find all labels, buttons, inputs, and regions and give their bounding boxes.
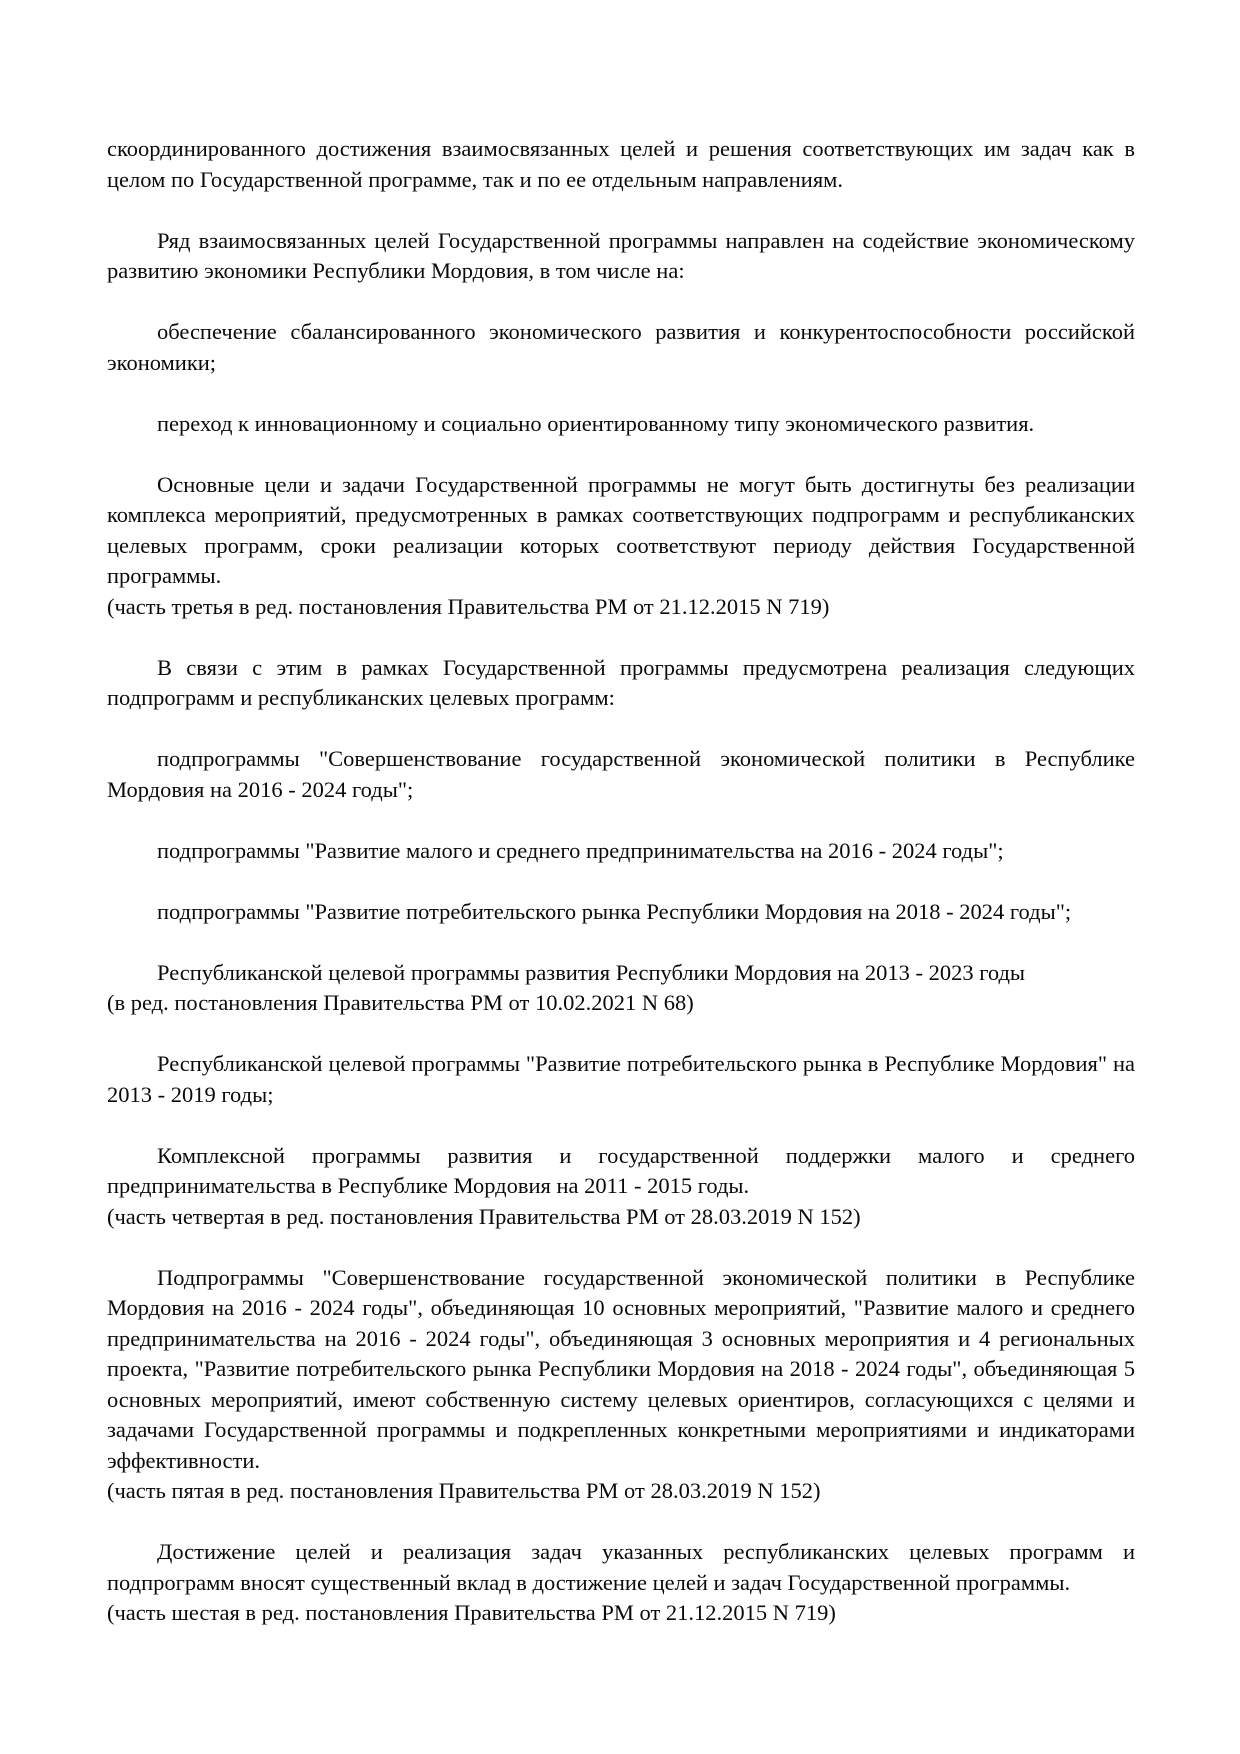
amendment-note-2021-68: (в ред. постановления Правительства РМ от 10.02.2021 N 68)	[107, 990, 694, 1015]
paragraph-implementation-list-intro: В связи с этим в рамках Государственной программы предусмотрена реализация следующих подпрограмм и республиканских целевых программ:	[107, 654, 1135, 710]
list-item-republican-development-program: Республиканской целевой программы развития Республики Мордовия на 2013 - 2023 годы	[157, 959, 1026, 985]
amendment-note-part-three: (часть третья в ред. постановления Правительства РМ от 21.12.2015 N 719)	[107, 593, 830, 619]
amendment-note-part-five: (часть пятая в ред. постановления Правительства РМ от 28.03.2019 N 152)	[107, 1478, 821, 1503]
paragraph-balanced-development: обеспечение сбалансированного экономического развития и конкурентоспособности российской экономики;	[107, 319, 1135, 375]
paragraph-innovation-transition: переход к инновационному и социально ориентированному типу экономического развития.	[157, 410, 1035, 436]
list-item-subprogram-consumer-market: подпрограммы "Развитие потребительского рынка Республики Мордовия на 2018 - 2024 годы";	[157, 898, 1072, 924]
list-item-subprogram-sme-development: подпрограммы "Развитие малого и среднего предпринимательства на 2016 - 2024 годы";	[157, 837, 1004, 863]
list-item-subprogram-economic-policy: подпрограммы "Совершенствование государственной экономической политики в Республике Мордовия на 2016 - 2024 годы";	[107, 746, 1135, 802]
paragraph-continuation: скоординированного достижения взаимосвязанных целей и решения соответствующих им задач как в целом по Государственной программе, так и по ее отдельным направлениям.	[107, 136, 1135, 192]
list-item-republican-consumer-market-program: Республиканской целевой программы "Развитие потребительского рынка в Республике Мордовия" на 2013 - 2019 годы;	[107, 1051, 1135, 1107]
paragraph-goal-achievement-contribution: Достижение целей и реализация задач указанных республиканских целевых программ и подпрограмм вносят существенный вклад в достижение целей и задач Государственной программы.	[107, 1539, 1135, 1595]
list-item-complex-sme-support-program: Комплексной программы развития и государственной поддержки малого и среднего предпринимательства в Республике Мордовия на 2011 - 2015 годы.	[107, 1142, 1135, 1198]
document-body	[107, 134, 1135, 1629]
amendment-note-part-six: (часть шестая в ред. постановления Правительства РМ от 21.12.2015 N 719)	[107, 1600, 836, 1625]
amendment-note-part-four: (часть четвертая в ред. постановления Правительства РМ от 28.03.2019 N 152)	[107, 1203, 861, 1229]
paragraph-subprograms-targets: Подпрограммы "Совершенствование государственной экономической политики в Республике Мордовия на 2016 - 2024 годы", объединяющая 10 основных мероприятий, "Развитие малого и среднего предпринимательства на 2016 - 2024 годы", объединяющая 3 основных мероприятия и 4 региональных проекта, "Развитие потребительского рынка Республики Мордовия на 2018 - 2024 годы", объединяющая 5 основных мероприятий, имеют собственную систему целевых ориентиров, согласующихся с целями и задачами Государственной программы и подкрепленных конкретными мероприятиями и индикаторами эффективности.	[107, 1264, 1135, 1473]
paragraph-main-goals: Основные цели и задачи Государственной программы не могут быть достигнуты без реализации комплекса мероприятий, предусмотренных в рамках соответствующих подпрограмм и республиканских целевых программ, сроки реализации которых соответствуют периоду действия Государственной программы.	[107, 471, 1135, 588]
paragraph-aims-overview: Ряд взаимосвязанных целей Государственной программы направлен на содействие экономическому развитию экономики Республики Мордовия, в том числе на:	[107, 227, 1135, 283]
